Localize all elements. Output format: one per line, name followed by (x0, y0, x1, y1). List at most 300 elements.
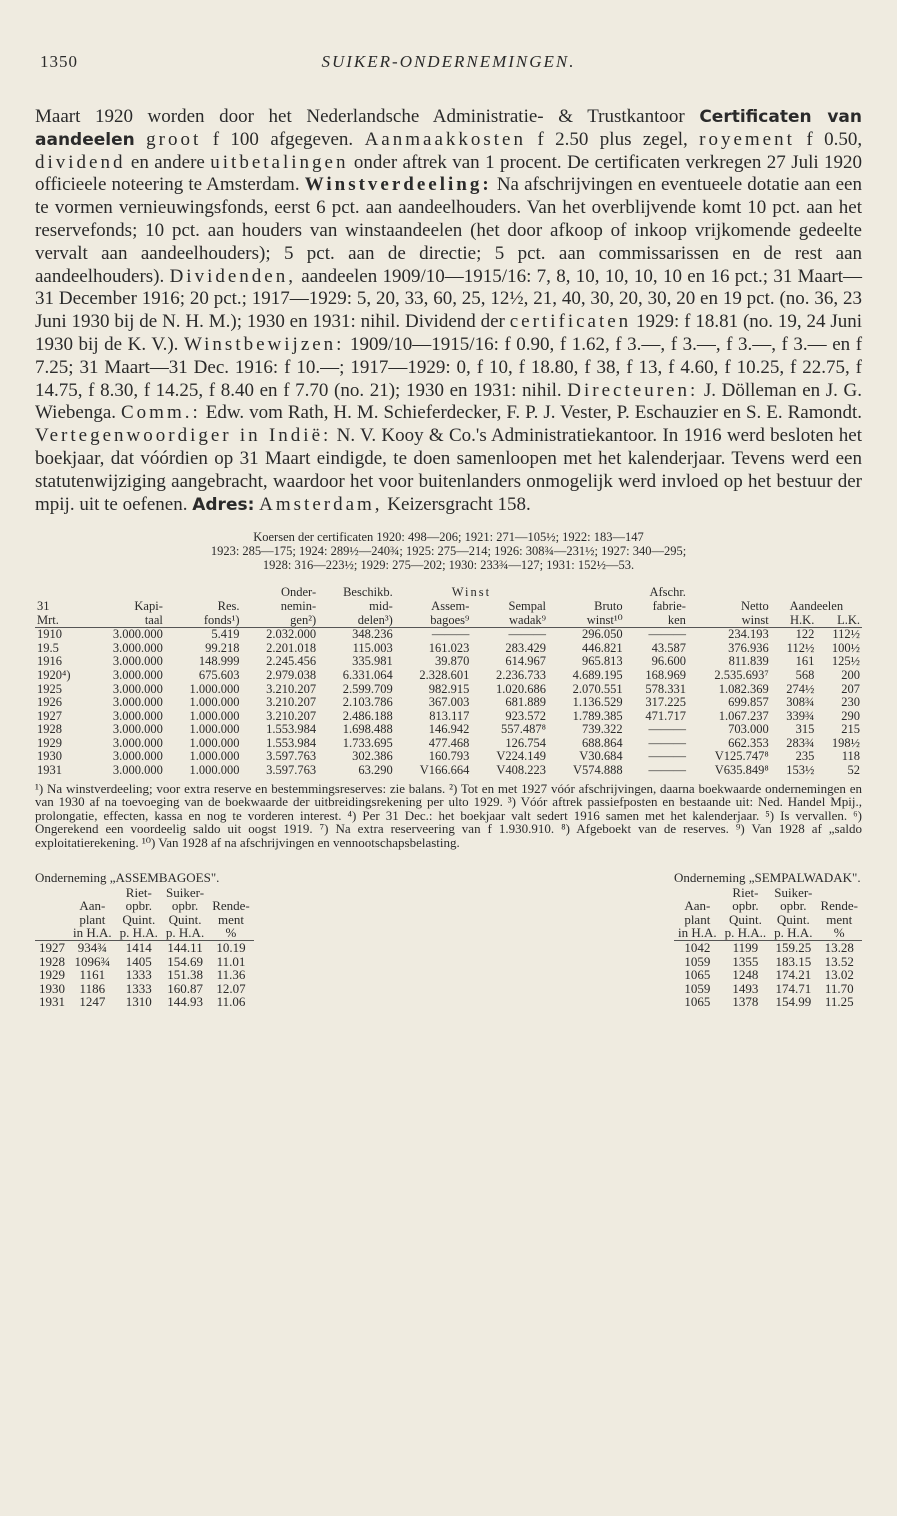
table-cell: 739.322 (582, 722, 623, 737)
table-cell: 1.000.000 (189, 763, 240, 778)
table-cell: 3.597.763 (266, 763, 317, 778)
table-cell: 3.000.000 (112, 722, 163, 737)
table-cell: 2.201.018 (266, 640, 317, 655)
table-cell: 813.117 (429, 708, 470, 723)
table-cell: 965.813 (582, 654, 623, 669)
spaced-word: Winstbewijzen: (183, 333, 345, 355)
column-header: Quint. (728, 911, 762, 927)
table-cell: 1.789.385 (572, 708, 623, 723)
table-cell: 2.979.038 (266, 667, 317, 682)
table-cell: 99.218 (205, 640, 240, 655)
table-cell: 154.99 (775, 994, 812, 1010)
table-cell: 112½ (832, 627, 860, 642)
column-header (816, 886, 862, 900)
table-cell: 811.839 (728, 654, 769, 669)
table-cell: 1248 (732, 967, 759, 983)
table-cell: 568 (795, 667, 815, 682)
table-row (35, 683, 862, 697)
table-cell: 115.003 (352, 640, 393, 655)
table-cell: 11.25 (824, 994, 854, 1010)
column-header (35, 913, 69, 927)
table-header-row (35, 614, 862, 628)
table-cell: 1.698.488 (342, 722, 393, 737)
table-header-row (674, 886, 862, 900)
table-cell: 1.020.686 (496, 681, 546, 696)
table-cell: 112½ (786, 640, 815, 655)
column-header: delen³) (318, 614, 395, 628)
table-cell: 43.587 (651, 640, 686, 655)
table-cell: 1059 (684, 953, 711, 969)
table-cell: 2.535.693⁷ (714, 667, 769, 682)
column-header: p. H.A. (770, 926, 816, 940)
sempalwadak-block (674, 870, 862, 1009)
table-cell: 1.000.000 (189, 681, 240, 696)
footnotes: ¹) Na winstverdeeling; voor extra reserve en bestemmingsreserves: zie balans. ²) Tot en met 1927 vóór afschrijvingen, daarna boekwaarde ondernemingen en van 1930 af na toevoeging van de boekwaarde der uitbreidingsrekening per ulto 1929. ³) Vóór aftrek passiefposten en bestaande uit: Ned. Handel Mpij., prolongatie, effecten, kassa en nog te vorderen interest. ⁴) Per 31 Dec.: het boekjaar valt sedert 1916 samen met het kalenderjaar. ⁵) Is vervallen. ⁶) Ongerekend een voordeelig saldo uit oogst 1919. ⁷) Na extra reserveering van f 1.930.910. ⁸) Afgeboekt van de reserves. ⁹) Van 1928 af „saldo exploitatierekening. ¹⁰) Van 1928 af na afschrijvingen en vennootschapsbelasting. (35, 780, 862, 851)
column-header: % (816, 926, 862, 940)
table-cell: 3.210.207 (266, 695, 317, 710)
column-header: ken (625, 614, 688, 628)
body-text (35, 106, 862, 516)
text-span: Keizersgracht 158. (387, 493, 531, 515)
table-cell: 207 (841, 681, 860, 696)
text-span: Edw. vom Rath, H. M. Schieferdecker, F. P. J. Vester, P. Eschauzier en S. E. Ramondt. (205, 402, 863, 424)
table-cell: ——— (648, 627, 686, 642)
table-cell: 161 (795, 654, 815, 669)
table-row (35, 642, 862, 656)
table-cell: 3.597.763 (266, 749, 317, 764)
table-cell: 1.000.000 (189, 695, 240, 710)
table-cell: 6.331.064 (342, 667, 393, 682)
table-row (674, 955, 862, 969)
column-header: Winst (451, 585, 492, 600)
table-cell: 1.553.984 (266, 722, 317, 737)
column-header: Res. (217, 598, 240, 613)
table-cell: 688.864 (582, 735, 623, 750)
table-cell: 160.87 (167, 980, 203, 996)
column-header: winst¹⁰ (548, 614, 625, 628)
table-cell: 3.210.207 (266, 708, 317, 723)
table-cell: 315 (795, 722, 815, 737)
table-cell: ——— (648, 735, 686, 750)
table-cell: 1333 (125, 980, 152, 996)
column-header: Aandeelen (789, 598, 844, 613)
column-header: gen²) (242, 614, 319, 628)
column-header: ment (826, 911, 853, 927)
table-header-row (35, 899, 254, 913)
column-header: fonds¹) (165, 614, 242, 628)
table-cell: 1186 (79, 980, 106, 996)
table-cell: 174.21 (775, 967, 812, 983)
table-cell: 376.936 (728, 640, 769, 655)
assembagoes-table (35, 886, 254, 1009)
table-cell: 2.032.000 (266, 627, 317, 642)
column-header: L.K. (816, 614, 862, 628)
table-cell: 215 (841, 722, 860, 737)
spaced-word: Aanmaakkosten (364, 128, 526, 150)
text-span: f 0.50, (806, 128, 863, 150)
table-cell: 557.487⁸ (501, 722, 546, 737)
table-cell: 1910 (37, 627, 62, 642)
table-cell: 63.290 (358, 763, 393, 778)
paragraph (35, 106, 862, 516)
column-header: Suiker- (166, 884, 205, 900)
column-header: Netto (740, 598, 769, 613)
spaced-word: Dividenden, (169, 265, 296, 287)
column-header: % (208, 926, 254, 940)
running-title: SUIKER-ONDERNEMINGEN. (321, 52, 576, 71)
assembagoes-block (35, 870, 254, 1009)
table-header-row (35, 926, 254, 940)
column-header: Riet- (732, 884, 759, 900)
column-header: Kapi- (134, 598, 163, 613)
column-header: mid- (369, 598, 393, 613)
table-cell: ——— (431, 627, 470, 642)
table-cell: 39.870 (435, 654, 470, 669)
table-cell: 144.11 (167, 940, 203, 955)
table-cell: 675.603 (198, 667, 240, 682)
column-header: Mrt. (35, 614, 88, 628)
column-header: Assem- (431, 598, 470, 613)
table-cell: 1916 (37, 654, 62, 669)
table-header-row (674, 899, 862, 913)
table-cell: 2.070.551 (572, 681, 623, 696)
table-cell: 1065 (684, 967, 711, 983)
table-cell: 122 (795, 627, 815, 642)
table-row (35, 696, 862, 710)
table-cell: 3.000.000 (112, 667, 163, 682)
table-cell: 1930 (37, 749, 62, 764)
table-cell: 125½ (831, 654, 860, 669)
table-cell: 1247 (79, 994, 106, 1010)
text-span: en andere (130, 151, 205, 173)
text-span: Na afschrijvingen en eventueele dotatie aan een te vormen vernieuwingsfonds, eerst 6 pct. aan aandeelhouders. Van het overblijvende komt 10 pct. aan het reservefonds; 10 pct. aan houders van winstaandeelen (het door afkoop of inkoop vrijkomende gedeelte vervalt aan aandeelhouders); 5 pct. aan de directie; 5 pct. aan commissarissen en de rest aan aandeelhouders). (35, 174, 862, 287)
column-header: plant (684, 911, 711, 927)
table-cell: 235 (795, 749, 815, 764)
table-cell: 2.486.188 (342, 708, 393, 723)
table-cell: V125.747⁸ (714, 749, 769, 764)
table-row (35, 982, 254, 996)
column-header (208, 886, 254, 900)
table-cell: 703.000 (728, 722, 769, 737)
table-cell: 11.01 (216, 953, 246, 969)
table-cell: 1378 (732, 994, 759, 1010)
column-header: wadak⁹ (471, 614, 548, 628)
table-cell: 3.000.000 (112, 695, 163, 710)
table-cell: 1161 (79, 967, 106, 983)
column-header: fabrie- (652, 598, 686, 613)
table-cell: 302.386 (352, 749, 393, 764)
column-header (35, 899, 69, 913)
column-header: Bruto (594, 598, 623, 613)
table-cell: 96.600 (651, 654, 686, 669)
table-cell: 1930 (39, 980, 65, 996)
table-cell: 100½ (831, 640, 860, 655)
koersen-line: 1928: 316—223½; 1929: 275—202; 1930: 233¾—127; 1931: 152½—53. (262, 558, 635, 573)
table-cell: 1.000.000 (189, 735, 240, 750)
table-row (35, 628, 862, 642)
table-row (35, 723, 862, 737)
table-cell: 3.000.000 (112, 654, 163, 669)
table-row (674, 941, 862, 955)
table-cell: 1.136.529 (572, 695, 623, 710)
table-cell: 10.19 (216, 940, 246, 955)
financial-table (35, 586, 862, 777)
table-row (35, 655, 862, 669)
table-cell: 2.236.733 (496, 667, 546, 682)
spaced-word: Vertegenwoordiger in Indië: (35, 425, 332, 447)
table-cell: 1.000.000 (189, 708, 240, 723)
page-number: 1350 (40, 52, 78, 71)
table-cell: 3.000.000 (112, 681, 163, 696)
column-header (35, 886, 69, 900)
column-header: Sempal (508, 598, 546, 613)
table-cell: 1929 (37, 735, 62, 750)
table-cell: 699.857 (728, 695, 769, 710)
address-label: Adres: (192, 494, 255, 515)
text-span: J. Dölleman en J. G. Wiebenga. (35, 379, 863, 424)
column-header: opbr. (171, 898, 199, 914)
table-cell: 183.15 (775, 953, 812, 969)
column-header: p. H.A.. (721, 926, 771, 940)
table-cell: 1059 (684, 980, 711, 996)
table-cell: 1925 (37, 681, 62, 696)
table-header-row (35, 913, 254, 927)
table-cell: 1.067.237 (718, 708, 769, 723)
table-cell: 1931 (39, 994, 65, 1010)
table-cell: 1065 (684, 994, 711, 1010)
column-header (674, 886, 721, 900)
table-cell: 153½ (786, 763, 815, 778)
text-span: N. V. Kooy & Co.'s Administratiekantoor. In 1916 werd besloten het boekjaar, dat vóórdien op 31 Maart eindigde, te doen samenloopen met het kalenderjaar. Tevens werd een statutenwijziging aangebracht, waardoor het voor buitenlanders onmogelijk werd invloed op het bestuur der mpij. uit te oefenen. (35, 425, 863, 515)
column-header (69, 886, 116, 900)
spaced-word: Winstverdeeling: (304, 174, 492, 196)
table-cell: 159.25 (775, 940, 812, 955)
table-cell: 3.210.207 (266, 681, 317, 696)
text-span: Maart 1920 worden door het Nederlandsche Administratie- & Trustkantoor (35, 106, 700, 127)
table-cell: 2.328.601 (419, 667, 470, 682)
table-body (35, 628, 862, 778)
table-cell: 3.000.000 (112, 749, 163, 764)
spaced-word: Directeuren: (567, 379, 699, 401)
column-header: opbr. (732, 898, 759, 914)
table-cell: 1929 (39, 967, 65, 983)
table-title: Onderneming „ASSEMBAGOES". (35, 869, 220, 885)
table-cell: V30.684 (579, 749, 623, 764)
column-header: Riet- (125, 884, 152, 900)
table-cell: 1.082.369 (718, 681, 769, 696)
text-span: 1909/10—1915/16: f 0.90, f 1.62, f 3.—, f 3.—, f 3.—, f 3.— en f 7.25; 31 Maart—31 Dec. 1916: f 10.—; 1917—1929: 0, f 10, f 18.80, f 38, f 13, f 4.60, f 10.25, f 22.75, f 14.75, f 8.30, f 14.25, f 8.40 en f 7.70 (no. 21); 1930 en 1931: nihil. (35, 333, 863, 401)
table-cell: 367.003 (428, 695, 470, 710)
column-header: winst (688, 614, 771, 628)
spaced-word: Amsterdam, (259, 493, 383, 515)
table-cell: V635.849⁸ (714, 763, 769, 778)
column-header: Afschr. (649, 585, 686, 600)
table-cell: 317.225 (645, 695, 686, 710)
table-cell: V166.664 (419, 763, 470, 778)
table-cell: 146.942 (428, 722, 470, 737)
table-cell: 578.331 (645, 681, 686, 696)
table-cell: 1493 (732, 980, 759, 996)
table-cell: 1355 (732, 953, 759, 969)
table-row (35, 764, 862, 778)
table-cell: 1931 (37, 763, 62, 778)
table-cell: 1.000.000 (189, 722, 240, 737)
table-header-row (674, 913, 862, 927)
text-span: 1929: f 18.81 (no. 19, 24 Juni 1930 bij de K. V.). (35, 311, 863, 355)
text-span: onder aftrek van 1 procent. De certificaten verkregen 27 Juli 1920 officieele noteering te Amsterdam. (35, 151, 863, 196)
spaced-word: groot (146, 128, 202, 150)
table-cell: 5.419 (211, 627, 240, 642)
table-cell: 296.050 (582, 627, 623, 642)
table-cell: 13.52 (824, 953, 854, 969)
column-header: bagoes⁹ (395, 614, 472, 628)
spaced-word: certificaten (509, 311, 632, 333)
column-header: p. H.A. (162, 926, 208, 940)
spaced-word: Comm.: (121, 402, 201, 424)
table-cell: 348.236 (352, 627, 393, 642)
table-cell: 198½ (831, 735, 860, 750)
text-span: aandeelen 1909/10—1915/16: 7, 8, 10, 10, 10, 10 en 16 pct.; 31 Maart—31 December 1916; 20 pct.; 1917—1929: 5, 20, 33, 60, 25, 12½, 21, 40, 30, 20, 30, 20 en 19 pct. (no. 36, 23 Juni 1930 bij de N. H. M.); 1930 en 1931: nihil. Dividend der (35, 265, 863, 333)
column-header: plant (79, 911, 106, 927)
sempalwadak-table (674, 886, 862, 1009)
table-cell: V224.149 (496, 749, 546, 764)
table-cell: 13.28 (824, 940, 854, 955)
table-cell: 283¾ (786, 735, 815, 750)
table-cell: 934¾ (77, 940, 107, 955)
table-cell: 11.36 (216, 967, 246, 983)
table-cell: 1.553.984 (266, 735, 317, 750)
koersen-line: 1923: 285—175; 1924: 289½—240¾; 1925: 275—214; 1926: 308¾—231½; 1927: 340—295; (210, 544, 687, 559)
column-header: taal (88, 614, 165, 628)
table-cell: V408.223 (496, 763, 546, 778)
table-cell: 681.889 (505, 695, 546, 710)
column-header: Suiker- (774, 884, 813, 900)
table-cell: 308¾ (786, 695, 815, 710)
table-row (35, 941, 254, 955)
koersen-block (35, 530, 862, 572)
table-cell: 662.353 (728, 735, 769, 750)
column-header: in H.A. (69, 926, 116, 940)
table-cell: 2.103.786 (342, 695, 393, 710)
column-header (35, 926, 69, 940)
spaced-word: uitbetalingen (210, 151, 349, 173)
table-cell: ——— (648, 749, 686, 764)
table-cell: 1405 (125, 953, 152, 969)
table-cell: 1927 (37, 708, 62, 723)
table-cell: 982.915 (428, 681, 470, 696)
table-cell: 13.02 (824, 967, 854, 983)
column-header: in H.A. (674, 926, 721, 940)
table-cell: 3.000.000 (112, 708, 163, 723)
table-cell: 12.07 (216, 980, 246, 996)
column-header: p. H.A. (116, 926, 162, 940)
table-cell: 1310 (125, 994, 152, 1010)
table-row (35, 955, 254, 969)
table-cell: 274½ (786, 681, 815, 696)
table-row (35, 737, 862, 751)
table-cell: 1928 (37, 722, 62, 737)
table-cell: 923.572 (505, 708, 546, 723)
column-header: opbr. (125, 898, 152, 914)
column-header: Aan- (79, 898, 106, 914)
table-cell: 151.38 (167, 967, 203, 983)
table-cell: 118 (841, 749, 860, 764)
table-cell: 168.969 (645, 667, 686, 682)
spaced-word: royement (699, 128, 795, 150)
column-header: 31 (37, 598, 50, 613)
table-cell: 1333 (125, 967, 152, 983)
table-cell: 1928 (39, 953, 65, 969)
table-cell: 1920⁴) (37, 667, 71, 682)
column-header: nemin- (280, 598, 317, 613)
column-header: Rende- (820, 898, 858, 914)
table-cell: 290 (841, 708, 860, 723)
table-cell: 339¾ (786, 708, 815, 723)
table-cell: 3.000.000 (112, 640, 163, 655)
table-cell: 174.71 (775, 980, 812, 996)
table-cell: 1926 (37, 695, 62, 710)
table-cell: 1414 (125, 940, 152, 955)
table-cell: ——— (508, 627, 546, 642)
table-cell: 126.754 (505, 735, 546, 750)
table-row (35, 669, 862, 683)
table-cell: 1.733.695 (342, 735, 393, 750)
table-title: Onderneming „SEMPALWADAK". (674, 869, 861, 885)
table-cell: 3.000.000 (112, 627, 163, 642)
text-span: f 2.50 plus zegel, (537, 128, 688, 150)
column-header: Quint. (122, 911, 156, 927)
table-cell: 4.689.195 (572, 667, 623, 682)
table-cell: 2.245.456 (266, 654, 317, 669)
table-cell: ——— (648, 722, 686, 737)
table-header-row (35, 586, 862, 600)
column-header: Quint. (776, 911, 810, 927)
column-header: Aan- (684, 898, 711, 914)
table-row (674, 995, 862, 1009)
table-cell: 230 (841, 695, 860, 710)
column-header: Rende- (212, 898, 250, 914)
spaced-word: dividend (35, 151, 126, 173)
column-header: Beschikb. (343, 585, 393, 600)
table-header-row (35, 600, 862, 614)
table-cell: 3.000.000 (112, 735, 163, 750)
table-cell: 52 (847, 763, 860, 778)
table-cell: 154.69 (167, 953, 203, 969)
column-header: opbr. (780, 898, 807, 914)
table-cell: ——— (648, 763, 686, 778)
table-cell: 148.999 (198, 654, 240, 669)
table-cell: 11.06 (216, 994, 246, 1010)
table-cell: V574.888 (572, 763, 623, 778)
column-header: H.K. (771, 614, 817, 628)
certificates-label: Certificaten van aandeelen (35, 107, 863, 150)
table-cell: 161.023 (428, 640, 470, 655)
column-header: ment (217, 911, 244, 927)
table-cell: 144.93 (167, 994, 203, 1010)
table-row (35, 995, 254, 1009)
table-cell: 1.000.000 (189, 749, 240, 764)
table-cell: 1199 (732, 940, 759, 955)
table-cell: 477.468 (428, 735, 470, 750)
table-cell: 19.5 (37, 640, 59, 655)
table-row (35, 710, 862, 724)
table-row (674, 982, 862, 996)
text-span: f 100 afgegeven. (212, 128, 354, 150)
column-header: Quint. (168, 911, 202, 927)
table-cell: 446.821 (582, 640, 623, 655)
table-cell: 160.793 (428, 749, 470, 764)
table-cell: 200 (841, 667, 860, 682)
